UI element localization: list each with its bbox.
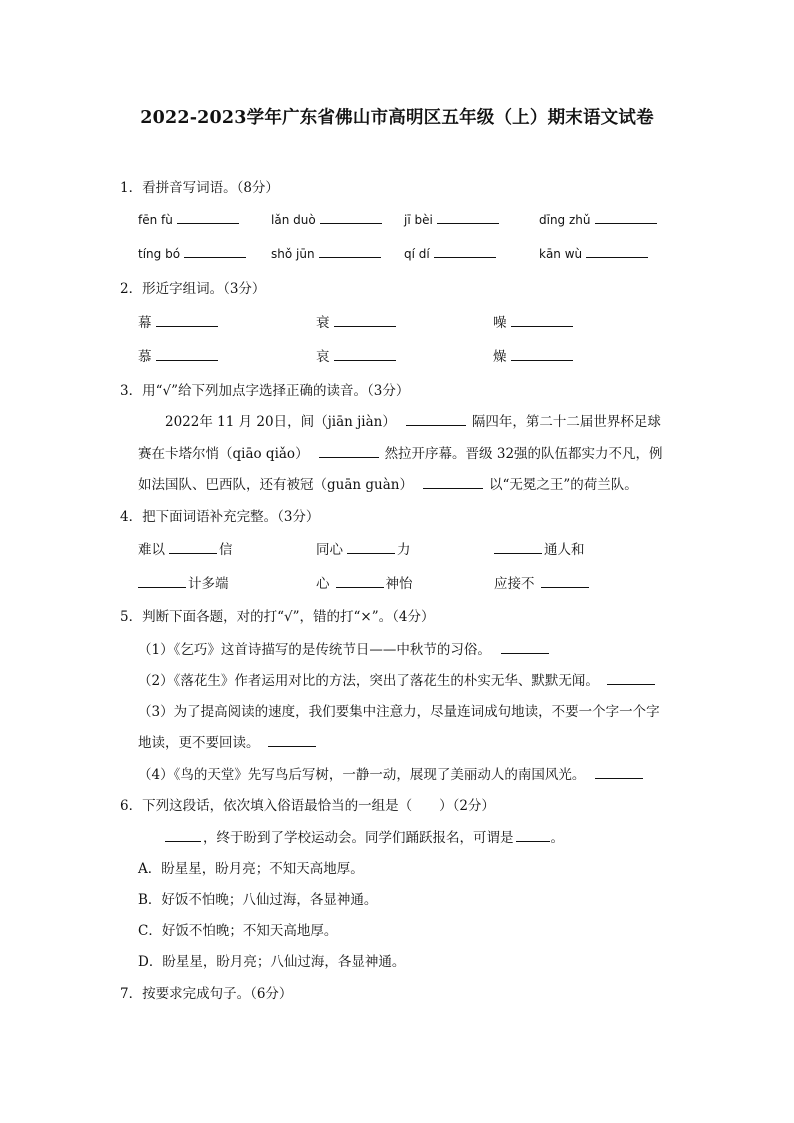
pinyin-text: kān wù: [539, 247, 583, 261]
q3-text: 以“无冕之王”的荷兰队。: [488, 477, 638, 493]
option-a[interactable]: A．盼星星，盼月亮；不知天高地厚。: [138, 861, 364, 877]
idiom-row-2: [138, 572, 678, 592]
pinyin-item: [404, 244, 496, 261]
question-5-heading: 5．判断下面各题，对的打“√”，错的打“×”。（4分）: [120, 609, 435, 625]
option-b[interactable]: B．好饭不怕晚；八仙过海，各显神通。: [138, 892, 378, 908]
answer-blank[interactable]: [177, 210, 239, 224]
char-row-1: [138, 311, 678, 331]
question-7-heading: 7．按要求完成句子。（6分）: [120, 986, 293, 1002]
answer-blank[interactable]: [434, 244, 496, 258]
char-text: 幕: [138, 315, 152, 331]
q6-text: ，终于盼到了学校运动会。同学们踊跃报名，可谓是: [203, 830, 514, 846]
pinyin-text: shǒ jūn: [271, 247, 315, 261]
idiom-text: 通人和: [544, 542, 585, 558]
idiom-item: [316, 538, 411, 558]
char-row-2: [138, 345, 678, 365]
answer-blank[interactable]: [423, 475, 483, 489]
answer-blank[interactable]: [595, 210, 657, 224]
question-2-heading: 2．形近字组词。（3分）: [120, 281, 266, 297]
idiom-text: 计多端: [188, 576, 229, 592]
pinyin-item: [138, 244, 246, 261]
idiom-text: 难以: [138, 542, 165, 558]
option-c[interactable]: C．好饭不怕晚；不知天高地厚。: [138, 923, 338, 939]
question-4-heading: 4．把下面词语补充完整。（3分）: [120, 509, 320, 525]
q6-passage: [165, 826, 564, 846]
answer-blank[interactable]: [320, 210, 382, 224]
judge-text: （2）《落花生》作者运用对比的方法，突出了落花生的朴实无华、默默无闻。: [138, 673, 599, 689]
answer-blank[interactable]: [334, 313, 396, 327]
pinyin-item: [539, 210, 657, 227]
question-3-heading: 3．用“√”给下列加点字选择正确的读音。（3分）: [120, 383, 410, 399]
answer-blank[interactable]: [437, 210, 499, 224]
pinyin-text: fēn fù: [138, 213, 173, 227]
answer-blank[interactable]: [268, 733, 316, 747]
q3-line-3: [138, 473, 638, 493]
judge-item-1: [138, 638, 549, 658]
char-text: 噪: [493, 315, 507, 331]
answer-blank[interactable]: [165, 828, 201, 842]
pinyin-text: tíng bó: [138, 247, 181, 261]
char-item: [138, 311, 218, 331]
judge-text: （4）《鸟的天堂》先写鸟后写树，一静一动，展现了美丽动人的南国风光。: [138, 767, 586, 783]
q6-text: 。: [550, 830, 564, 846]
idiom-text: 同心: [316, 542, 343, 558]
answer-blank[interactable]: [494, 540, 542, 554]
char-item: [493, 311, 573, 331]
pinyin-text: jī bèi: [404, 213, 433, 227]
answer-blank[interactable]: [184, 244, 246, 258]
idiom-item: [138, 538, 233, 558]
pinyin-text: dīng zhǔ: [539, 213, 591, 227]
char-item: [316, 311, 396, 331]
answer-blank[interactable]: [516, 828, 550, 842]
question-1-heading: 1．看拼音写词语。（8分）: [120, 180, 279, 196]
answer-blank[interactable]: [406, 412, 466, 426]
q3-text: 然拉开序幕。晋级 32强的队伍都实力不凡，例: [384, 446, 663, 462]
q3-text: 2022年 11 月 20日，间（jiān jiàn）: [165, 414, 396, 430]
q3-line-1: [165, 410, 661, 430]
pinyin-item: [404, 210, 499, 227]
judge-item-2: [138, 669, 655, 689]
answer-blank[interactable]: [607, 671, 655, 685]
idiom-text: 力: [397, 542, 411, 558]
char-item: [493, 345, 573, 365]
judge-text: （1）《乞巧》这首诗描写的是传统节日——中秋节的习俗。: [138, 642, 491, 658]
char-text: 慕: [138, 349, 152, 365]
pinyin-item: [539, 244, 648, 261]
char-text: 燥: [493, 349, 507, 365]
char-text: 哀: [316, 349, 330, 365]
idiom-text: 信: [219, 542, 233, 558]
pinyin-text: qí dí: [404, 247, 430, 261]
idiom-text: 神怡: [385, 576, 413, 592]
pinyin-item: [271, 244, 381, 261]
answer-blank[interactable]: [511, 313, 573, 327]
idiom-row-1: [138, 538, 678, 558]
idiom-item: [494, 538, 585, 558]
judge-item-3: [138, 700, 660, 720]
option-d[interactable]: D．盼星星，盼月亮；八仙过海，各显神通。: [138, 954, 406, 970]
pinyin-item: [138, 210, 239, 227]
answer-blank[interactable]: [336, 574, 384, 588]
pinyin-row-2: [138, 244, 678, 264]
idiom-item: [316, 572, 413, 592]
pinyin-text: lǎn duò: [271, 213, 316, 227]
pinyin-row-1: [138, 210, 678, 230]
judge-item-4: [138, 763, 643, 783]
answer-blank[interactable]: [586, 244, 648, 258]
answer-blank[interactable]: [156, 313, 218, 327]
answer-blank[interactable]: [334, 347, 396, 361]
q3-text: 如法国队、巴西队，还有被冠（guān guàn）: [138, 477, 413, 493]
answer-blank[interactable]: [595, 765, 643, 779]
judge-text: （3）为了提高阅读的速度，我们要集中注意力，尽量连词成句地读，不要一个字一个字: [138, 704, 660, 720]
answer-blank[interactable]: [501, 640, 549, 654]
char-text: 衰: [316, 315, 330, 331]
answer-blank[interactable]: [156, 347, 218, 361]
judge-text: 地读，更不要回读。: [138, 735, 260, 751]
q3-line-2: [138, 442, 663, 462]
judge-item-3-cont: [138, 731, 316, 751]
answer-blank[interactable]: [511, 347, 573, 361]
idiom-text: 心: [316, 576, 330, 592]
char-item: [138, 345, 218, 365]
answer-blank[interactable]: [541, 574, 589, 588]
q3-text: 赛在卡塔尔悄（qiāo qiǎo）: [138, 446, 309, 462]
page-title: 2022-2023学年广东省佛山市高明区五年级（上）期末语文试卷: [140, 108, 654, 128]
answer-blank[interactable]: [169, 540, 217, 554]
char-item: [316, 345, 396, 365]
idiom-text: 应接不: [494, 576, 535, 592]
pinyin-item: [271, 210, 382, 227]
question-6-heading: 6．下列这段话，依次填入俗语最恰当的一组是（ ）（2分）: [120, 798, 495, 814]
answer-blank[interactable]: [347, 540, 395, 554]
answer-blank[interactable]: [319, 444, 379, 458]
idiom-item: [494, 572, 589, 592]
idiom-item: [138, 572, 229, 592]
answer-blank[interactable]: [319, 244, 381, 258]
q3-text: 隔四年，第二十二届世界杯足球: [471, 414, 661, 430]
answer-blank[interactable]: [138, 574, 186, 588]
